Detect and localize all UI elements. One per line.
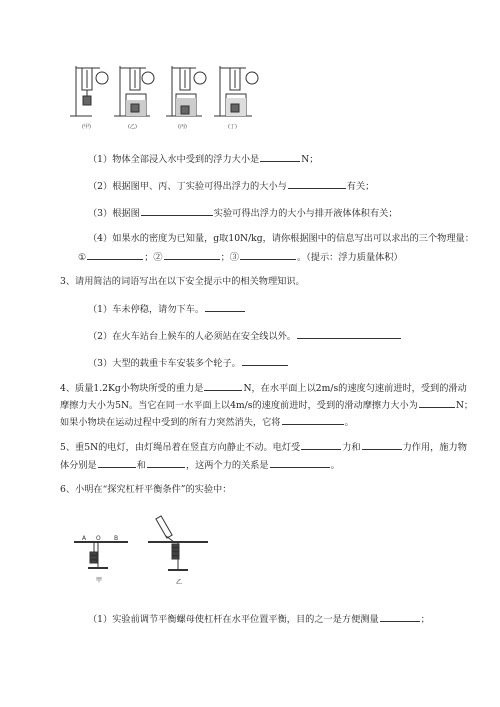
q4-line1 xyxy=(60,381,467,395)
q4-text: N； xyxy=(455,400,474,411)
answer-blank[interactable] xyxy=(282,415,344,425)
answer-blank[interactable] xyxy=(141,206,213,216)
lever-caption-jia: 甲 xyxy=(96,577,103,584)
q5-line2 xyxy=(60,458,340,472)
q6-sub1-tail: ； xyxy=(420,614,430,625)
caption-ding: (丁) xyxy=(228,124,237,130)
q4-text: 如果小物块在运动过程中受到的所有力突然消失，它将 xyxy=(60,417,281,428)
lever-caption-yi: 乙 xyxy=(176,579,183,586)
q4-text: 。 xyxy=(344,417,354,428)
caption-bing: (丙) xyxy=(178,124,187,130)
lever-figure-drawing xyxy=(68,512,218,592)
answer-blank[interactable] xyxy=(98,458,136,468)
q6-sub1 xyxy=(88,612,430,626)
q2-sub3 xyxy=(88,206,398,220)
answer-blank[interactable] xyxy=(204,381,242,391)
q2-sub2-tail: 有关； xyxy=(346,181,375,192)
q2-sub2 xyxy=(88,179,374,193)
q3-sub2-text: （2）在火车站台上候车的人必须站在安全线以外。 xyxy=(88,331,296,342)
q2-sub4-hint: 。（提示：浮力质量体积） xyxy=(297,252,403,263)
answer-blank[interactable] xyxy=(87,250,143,260)
q3-stem: 3、请用简洁的词语写出在以下安全提示中的相关物理知识。 xyxy=(60,276,305,287)
caption-jia: (甲) xyxy=(82,124,91,130)
lever-label-b: B xyxy=(114,535,119,542)
caption-yi: (乙) xyxy=(128,124,137,130)
q2-sub1-unit: N； xyxy=(301,154,319,165)
q6-sub1-text: （1）实验前调节平衡螺母使杠杆在水平位置平衡，目的之一是方便测量 xyxy=(88,614,379,625)
answer-blank[interactable] xyxy=(419,398,455,408)
answer-blank[interactable] xyxy=(242,356,288,366)
q3-sub3-text: （3）大型的载重卡车安装多个轮子。 xyxy=(88,358,241,369)
q5-text: 5、重5N的电灯，由灯绳吊着在竖直方向静止不动。电灯受 xyxy=(60,442,301,453)
q6-stem: 6、小明在“探究杠杆平衡条件”的实验中： xyxy=(60,484,232,495)
q4-line3 xyxy=(60,415,354,429)
q4-text: N，在水平面上以2m/s的速度匀速前进时，受到的滑动 xyxy=(243,383,467,394)
answer-blank[interactable] xyxy=(297,329,401,339)
q5-line1 xyxy=(60,440,467,454)
q2-sub3-text: （3）根据图 xyxy=(88,208,140,219)
answer-blank[interactable] xyxy=(147,458,185,468)
q5-text: 力和 xyxy=(342,442,361,453)
q5-text: 和 xyxy=(136,460,146,471)
q2-sub4-line1 xyxy=(88,233,474,245)
q2-sub1-text: （1）物体全部浸入水中受到的浮力大小是 xyxy=(88,154,260,165)
q5-text: 体分别是 xyxy=(60,460,97,471)
answer-blank[interactable] xyxy=(240,250,296,260)
q2-sub2-text: （2）根据图甲、丙、丁实验可得出浮力的大小与 xyxy=(88,181,287,192)
q2-sub4-text: （4）如果水的密度为已知量，g取10N/kg，请你根据图中的信息写出可以求出的三个物理量： xyxy=(88,233,474,244)
q3-sub3 xyxy=(88,356,289,370)
q2-sub3-tail: 实验可得出浮力的大小与排开液体体积有关； xyxy=(213,208,398,219)
q4-line2 xyxy=(60,398,473,412)
q4-text: 4、质量1.2Kg小物块所受的重力是 xyxy=(60,383,204,394)
circled-number: ① xyxy=(78,252,87,263)
q5-text: 力作用，施力物 xyxy=(402,442,467,453)
answer-blank[interactable] xyxy=(260,152,300,162)
q2-sub1 xyxy=(88,152,318,166)
q3-sub2 xyxy=(88,329,402,343)
answer-blank[interactable] xyxy=(205,302,245,312)
q5-text: 。 xyxy=(330,460,340,471)
answer-blank[interactable] xyxy=(380,612,420,622)
lever-label-o: O xyxy=(96,535,101,542)
answer-blank[interactable] xyxy=(164,250,220,260)
buoyancy-experiment-figure xyxy=(68,60,278,138)
q5-text: ，这两个力的关系是 xyxy=(185,460,269,471)
q2-sub4-sep: ；② xyxy=(144,252,163,263)
q3-sub1-text: （1）车未停稳，请勿下车。 xyxy=(88,304,205,315)
answer-blank[interactable] xyxy=(270,458,330,468)
answer-blank[interactable] xyxy=(362,440,402,450)
q4-text: 摩擦力大小为5N。当它在同一水平面上以4m/s的速度前进时，受到的滑动摩擦力大小为 xyxy=(60,400,418,411)
answer-blank[interactable] xyxy=(288,179,346,189)
answer-blank[interactable] xyxy=(301,440,341,450)
q2-sub4-sep: ；③ xyxy=(220,252,239,263)
lever-label-a: A xyxy=(82,535,87,542)
q3-sub1 xyxy=(88,302,246,316)
buoyancy-figure-drawing xyxy=(68,60,278,138)
q2-sub4-line2 xyxy=(78,250,403,264)
lever-experiment-figure xyxy=(68,512,218,592)
